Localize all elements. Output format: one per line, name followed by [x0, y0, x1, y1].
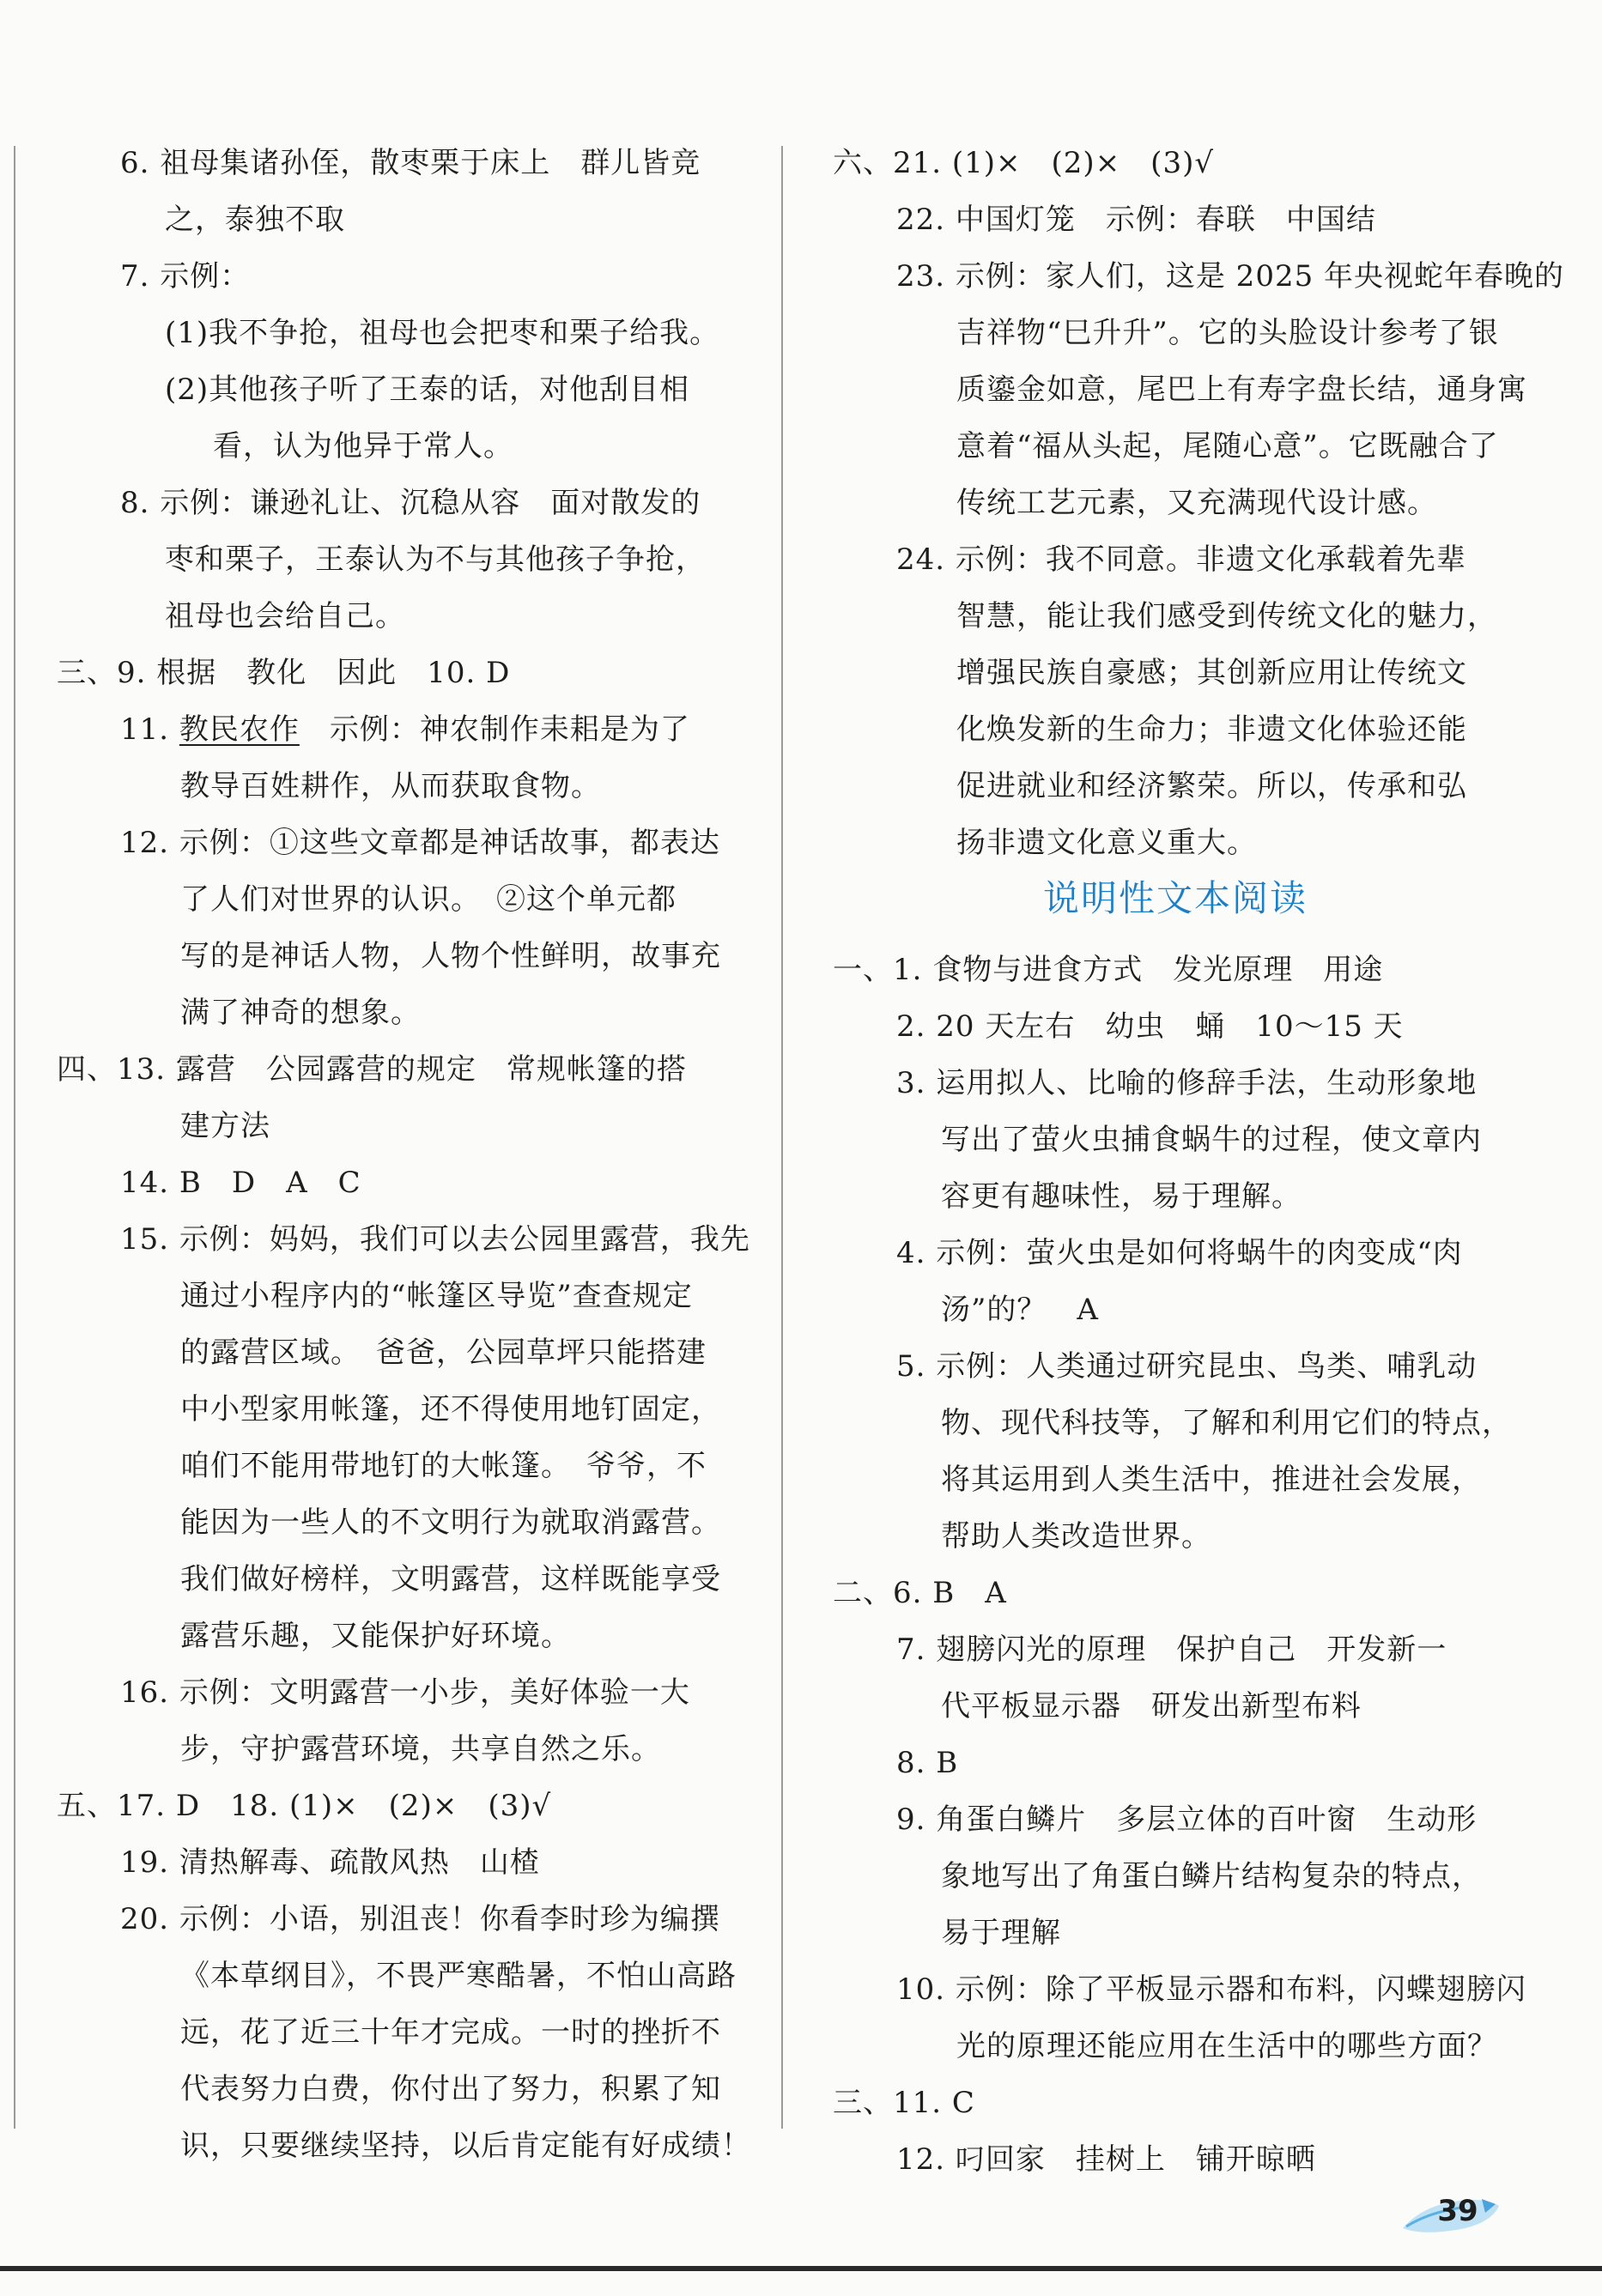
answer-line: 2. 20 天左右 幼虫 蛹 10～15 天 [896, 1009, 1404, 1044]
answer-line: 15. 示例：妈妈，我们可以去公园里露营，我先 [120, 1222, 750, 1257]
answer-line: 祖母也会给自己。 [165, 599, 405, 633]
answer-line: 露营乐趣，又能保护好环境。 [180, 1619, 571, 1653]
answer-line: 将其运用到人类生活中，推进社会发展， [941, 1463, 1482, 1497]
answer-line: 枣和栗子，王泰认为不与其他孩子争抢， [165, 542, 706, 577]
answer-line: 20. 示例：小语，别沮丧！你看李时珍为编撰 [120, 1902, 720, 1936]
answer-line: 一、1. 食物与进食方式 发光原理 用途 [833, 953, 1384, 987]
answer-line: 识，只要继续坚持，以后肯定能有好成绩！ [180, 2129, 751, 2163]
answer-line: 建方法 [180, 1109, 270, 1143]
page-number-badge [1399, 2187, 1502, 2238]
answer-line: 通过小程序内的“帐篷区导览”查查规定 [180, 1279, 693, 1313]
answer-line: 容更有趣味性，易于理解。 [941, 1179, 1302, 1214]
answer-line: 写的是神话人物，人物个性鲜明，故事充 [180, 939, 721, 973]
bottom-rule [0, 2266, 1602, 2271]
answer-line: 象地写出了角蛋白鳞片结构复杂的特点， [941, 1859, 1482, 1893]
answer-line: 之，泰独不取 [165, 203, 345, 237]
answer-line: 8. B [896, 1746, 959, 1780]
answer-line: 代平板显示器 研发出新型布料 [941, 1689, 1362, 1724]
answer-line: 19. 清热解毒、疏散风热 山楂 [120, 1845, 540, 1880]
answer-line: 智慧，能让我们感受到传统文化的魅力， [956, 599, 1497, 633]
answer-line: 看，认为他异于常人。 [213, 429, 513, 463]
answer-line: 10. 示例：除了平板显示器和布料，闪蝶翅膀闪 [896, 1972, 1526, 2007]
answer-line: 14. B D A C [120, 1166, 361, 1200]
underlined-answer: 教民农作 [179, 712, 300, 747]
answer-line: 化焕发新的生命力；非遗文化体验还能 [956, 712, 1467, 747]
answer-line: 促进就业和经济繁荣。所以，传承和弘 [956, 769, 1467, 803]
answer-line: 步，守护露营环境，共享自然之乐。 [180, 1732, 661, 1766]
answer-line: 远，花了近三十年才完成。一时的挫折不 [180, 2015, 721, 2050]
answer-line: 24. 示例：我不同意。非遗文化承载着先辈 [896, 542, 1466, 577]
answer-line: 7. 翅膀闪光的原理 保护自己 开发新一 [896, 1633, 1447, 1667]
answer-line: 汤”的？ A [941, 1293, 1099, 1327]
answer-line: 二、6. B A [833, 1576, 1007, 1610]
answer-line: 代表努力白费，你付出了努力，积累了知 [180, 2072, 721, 2106]
answer-line: 满了神奇的想象。 [180, 996, 421, 1030]
answer-line: 吉祥物“巳升升”。它的头脸设计参考了银 [956, 316, 1499, 350]
answer-line: (2)其他孩子听了王泰的话，对他刮目相 [165, 373, 690, 407]
answer-line: 传统工艺元素，又充满现代设计感。 [956, 486, 1437, 520]
answer-line: 教导百姓耕作，从而获取食物。 [180, 769, 601, 803]
answer-line: 12. 示例：①这些文章都是神话故事，都表达 [120, 826, 720, 860]
answer-line: 7. 示例： [120, 259, 251, 294]
page-number: 39 [1437, 2194, 1478, 2228]
answer-line: 六、21. (1)× (2)× (3)√ [833, 146, 1215, 180]
answer-line: 3. 运用拟人、比喻的修辞手法，生动形象地 [896, 1066, 1478, 1100]
answer-line: 11. 教民农作 示例：神农制作耒耜是为了 [120, 712, 690, 747]
answer-line: 写出了萤火虫捕食蜗牛的过程，使文章内 [941, 1123, 1482, 1157]
column-divider [781, 146, 783, 2129]
answer-line: 能因为一些人的不文明行为就取消露营。 [180, 1505, 721, 1540]
answer-line: 12. 叼回家 挂树上 铺开晾晒 [896, 2142, 1316, 2177]
answer-line: 16. 示例：文明露营一小步，美好体验一大 [120, 1675, 690, 1710]
answer-line: (1)我不争抢，祖母也会把枣和栗子给我。 [165, 316, 720, 350]
section-heading: 说明性文本阅读 [1043, 877, 1308, 919]
answer-line: 质鎏金如意，尾巴上有寿字盘长结，通身寓 [956, 373, 1527, 407]
answer-line: 8. 示例：谦逊礼让、沉稳从容 面对散发的 [120, 486, 701, 520]
answer-line: 光的原理还能应用在生活中的哪些方面？ [956, 2029, 1497, 2063]
answer-line: 物、现代科技等，了解和利用它们的特点， [941, 1406, 1512, 1440]
answer-line: 中小型家用帐篷，还不得使用地钉固定， [180, 1392, 721, 1427]
answer-line: 扬非遗文化意义重大。 [956, 826, 1257, 860]
answer-line: 易于理解 [941, 1916, 1061, 1950]
answer-line: 意着“福从头起，尾随心意”。它既融合了 [956, 429, 1499, 463]
left-margin-rule [14, 146, 15, 2129]
answer-line: 我们做好榜样，文明露营，这样既能享受 [180, 1562, 721, 1596]
answer-line: 增强民族自豪感；其创新应用让传统文 [956, 656, 1467, 690]
answer-line: 三、11. C [833, 2086, 975, 2120]
answer-line: 22. 中国灯笼 示例：春联 中国结 [896, 203, 1376, 237]
answer-line: 4. 示例：萤火虫是如何将蜗牛的肉变成“肉 [896, 1236, 1463, 1270]
answer-line: 三、9. 根据 教化 因此 10. D [57, 656, 511, 690]
answer-line: 了人们对世界的认识。 ②这个单元都 [180, 882, 677, 917]
answer-line: 咱们不能用带地钉的大帐篷。 爷爷，不 [180, 1449, 707, 1483]
answer-line: 五、17. D 18. (1)× (2)× (3)√ [57, 1789, 552, 1823]
answer-line: 6. 祖母集诸孙侄，散枣栗于床上 群儿皆竞 [120, 146, 701, 180]
answer-line: 5. 示例：人类通过研究昆虫、鸟类、哺乳动 [896, 1349, 1478, 1384]
answer-line: 帮助人类改造世界。 [941, 1519, 1211, 1554]
answer-line: 的露营区域。 爸爸，公园草坪只能搭建 [180, 1336, 707, 1370]
answer-line: 23. 示例：家人们，这是 2025 年央视蛇年春晚的 [896, 259, 1565, 294]
answer-line: 《本草纲目》，不畏严寒酷暑，不怕山高路 [180, 1959, 737, 1993]
answer-line: 四、13. 露营 公园露营的规定 常规帐篷的搭 [57, 1052, 687, 1087]
answer-line: 9. 角蛋白鳞片 多层立体的百叶窗 生动形 [896, 1802, 1478, 1837]
